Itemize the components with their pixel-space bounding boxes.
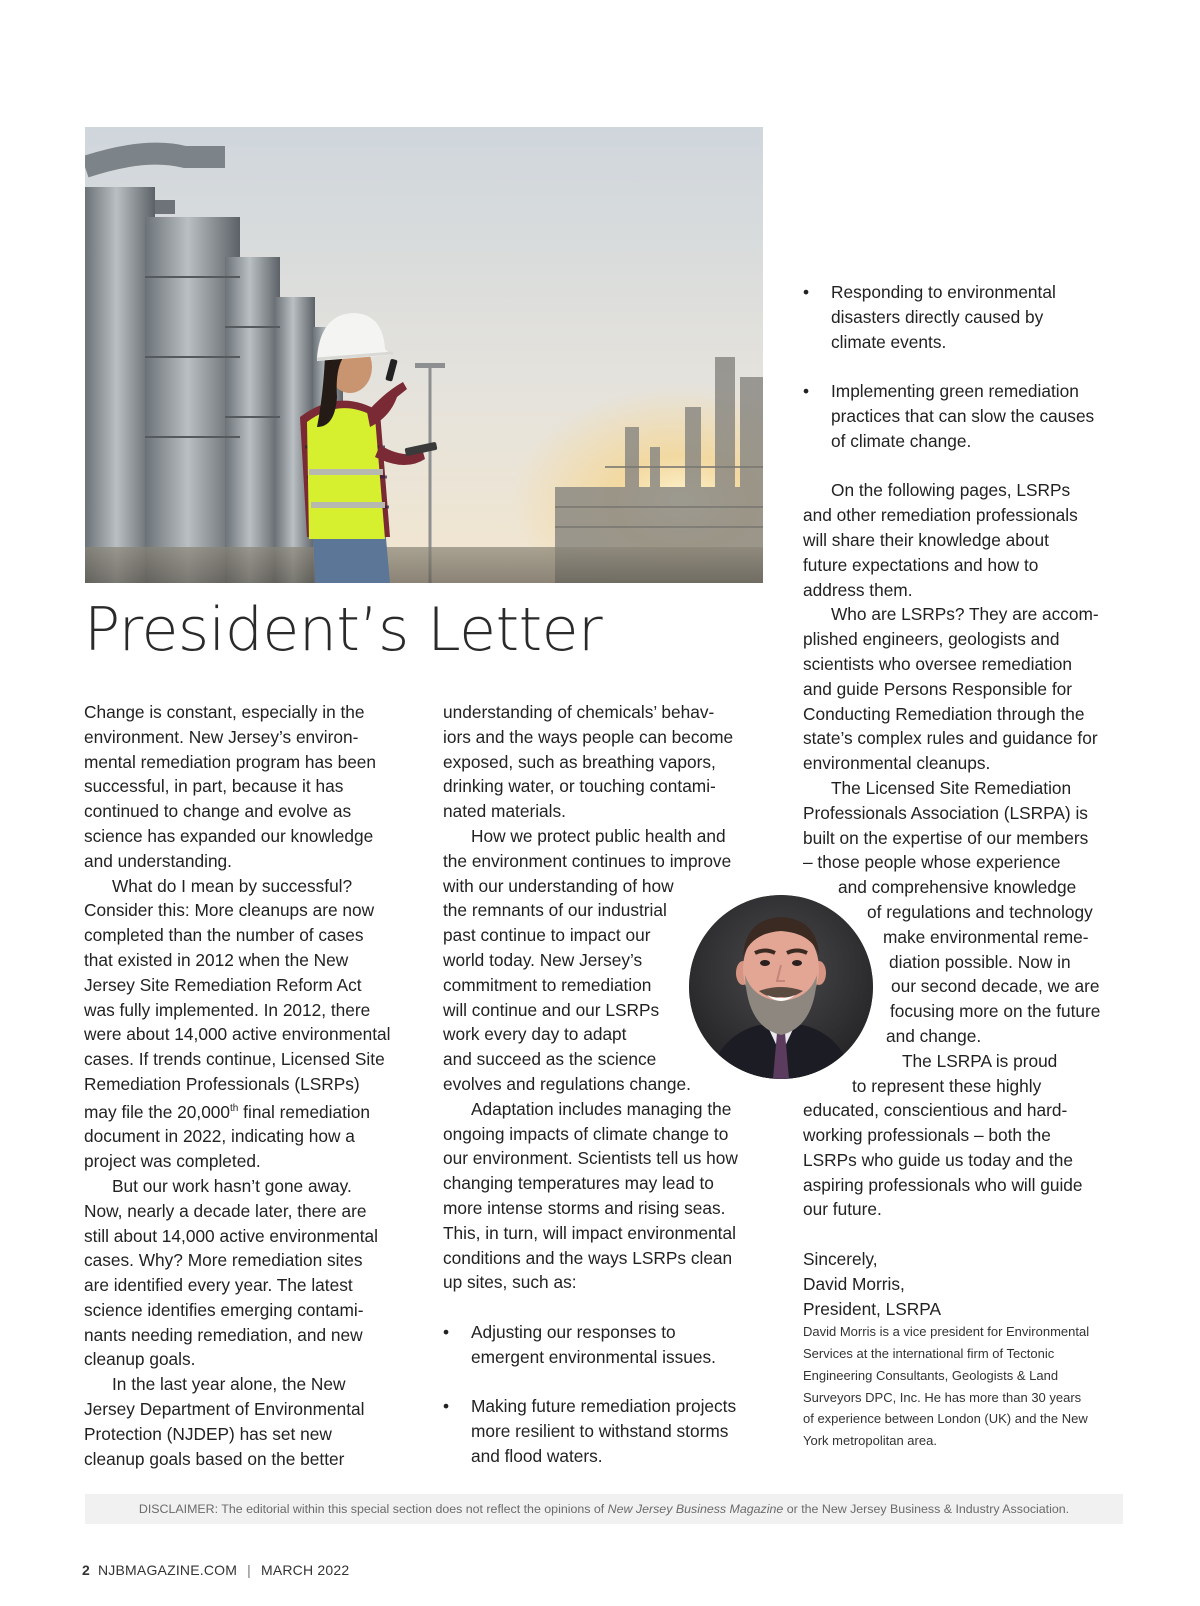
page-number: 2: [82, 1562, 90, 1578]
text-line: Consider this: More cleanups are now: [84, 900, 375, 921]
text-line: conditions and the ways LSRPs clean: [443, 1247, 733, 1268]
text-line: of experience between London (UK) and the New: [803, 1411, 1088, 1427]
text-line: and guide Persons Responsible for: [803, 678, 1072, 699]
bullet-icon: •: [443, 1321, 450, 1342]
text-line: nants needing remediation, and new: [84, 1324, 363, 1345]
text-line: more intense storms and rising seas.: [443, 1197, 726, 1218]
text-line: with our understanding of how: [443, 875, 674, 896]
text-line: diation possible. Now in: [889, 951, 1071, 972]
text-line: will continue and our LSRPs: [443, 999, 660, 1020]
text-line: are identified every year. The latest: [84, 1275, 353, 1296]
text-line: work every day to adapt: [443, 1024, 627, 1045]
article-column-3: [803, 280, 1123, 1452]
text-line: Sincerely,: [803, 1249, 878, 1270]
paragraph-successful: [84, 874, 419, 1174]
text-line: future expectations and how to: [803, 554, 1039, 575]
text-line: state’s complex rules and guidance for: [803, 728, 1098, 749]
text-line: aspiring professionals who will guide: [803, 1174, 1083, 1195]
text-line: emergent environmental issues.: [471, 1346, 716, 1367]
text-line: changing temperatures may lead to: [443, 1173, 714, 1194]
text-line: David Morris is a vice president for Environmental: [803, 1324, 1090, 1340]
text-line: Adjusting our responses to: [471, 1321, 676, 1342]
text-line: What do I mean by successful?: [112, 875, 353, 896]
site-name: NJBMAGAZINE.COM: [98, 1562, 238, 1578]
paragraph-adaptation: [443, 1097, 773, 1295]
signature-title: President, LSRPA: [803, 1298, 941, 1319]
footer-separator: |: [247, 1562, 251, 1578]
text-line: Jersey Site Remediation Reform Act: [84, 974, 362, 995]
text-line: The Licensed Site Remediation: [831, 777, 1072, 798]
superscript: th: [230, 1102, 239, 1114]
text-line: LSRPs who guide us today and the: [803, 1149, 1073, 1170]
text-line: science has expanded our knowledge: [84, 825, 374, 846]
hero-photo: [85, 127, 763, 583]
text-line: still about 14,000 active environmental: [84, 1225, 378, 1246]
text-line: commitment to remediation: [443, 974, 652, 995]
paragraph-intro: [84, 700, 419, 874]
text-line: were about 14,000 active environmental: [84, 1024, 391, 1045]
text-line: focusing more on the future: [890, 1001, 1101, 1022]
paragraph-chemicals: [443, 700, 773, 824]
text-line: But our work hasn’t gone away.: [112, 1175, 352, 1196]
text-line: This, in turn, will impact environmental: [443, 1222, 736, 1243]
text-line: Responding to environmental: [831, 282, 1056, 302]
text-line: Professionals Association (LSRPA) is: [803, 802, 1088, 823]
text-line: was fully implemented. In 2012, there: [84, 999, 371, 1020]
text-line: Engineering Consultants, Geologists & Land: [803, 1367, 1059, 1383]
text-line: the environment continues to improve: [443, 850, 732, 871]
text-line: and flood waters.: [471, 1445, 603, 1466]
text-line: Conducting Remediation through the: [803, 703, 1085, 724]
page-title: President’s Letter: [84, 595, 603, 665]
text-line: and succeed as the science: [443, 1049, 657, 1070]
paragraph-proud: [803, 1049, 1123, 1223]
text-line: the remnants of our industrial: [443, 900, 667, 921]
text-line: drinking water, or touching contami-: [443, 776, 716, 797]
text-line: Surveyors DPC, Inc. He has more than 30 years: [803, 1389, 1082, 1405]
text-line: ongoing impacts of climate change to: [443, 1123, 729, 1144]
page-footer: [82, 1562, 349, 1578]
text-line: working professionals – both the: [803, 1125, 1051, 1146]
text-line: built on the expertise of our members: [803, 827, 1089, 848]
text-line: exposed, such as breathing vapors,: [443, 751, 716, 772]
text-line: cases. Why? More remediation sites: [84, 1250, 363, 1271]
text-line: iors and the ways people can become: [443, 726, 734, 747]
bullet-item: [803, 280, 1123, 354]
text-line: Who are LSRPs? They are accom-: [831, 604, 1099, 625]
text-line: of regulations and technology: [867, 901, 1093, 922]
text-line: and comprehensive knowledge: [838, 877, 1077, 898]
text-line: our second decade, we are: [891, 976, 1100, 997]
text-line: Protection (NJDEP) has set new: [84, 1423, 332, 1444]
article-column-2: [443, 700, 773, 1469]
text-fragment: final remediation: [238, 1101, 370, 1122]
text-line: How we protect public health and: [471, 825, 726, 846]
bullet-icon: •: [803, 381, 810, 402]
text-line: Making future remediation projects: [471, 1396, 737, 1417]
text-line: Adaptation includes managing the: [471, 1098, 732, 1119]
text-line: York metropolitan area.: [803, 1432, 937, 1448]
text-line: Remediation Professionals (LSRPs): [84, 1073, 360, 1094]
text-line: of climate change.: [831, 430, 972, 451]
text-line: [84, 1097, 419, 1125]
text-line: project was completed.: [84, 1151, 261, 1172]
signoff: [803, 1247, 1123, 1321]
text-line: up sites, such as:: [443, 1272, 577, 1293]
author-portrait: [689, 895, 873, 1079]
text-line: environment. New Jersey’s environ-: [84, 726, 359, 747]
magazine-name: New Jersey Business Magazine: [607, 1502, 784, 1516]
text-line: document in 2022, indicating how a: [84, 1126, 355, 1147]
text-line: In the last year alone, the New: [112, 1374, 346, 1395]
bullet-item: [443, 1320, 773, 1370]
text-line: Now, nearly a decade later, there are: [84, 1200, 367, 1221]
text-line: cases. If trends continue, Licensed Site: [84, 1049, 385, 1070]
text-line: successful, in part, because it has: [84, 776, 344, 797]
text-line: continued to change and evolve as: [84, 801, 352, 822]
text-line: and change.: [886, 1025, 982, 1046]
disclaimer-bar: [85, 1494, 1123, 1524]
issue-date: MARCH 2022: [260, 1562, 350, 1578]
text-line: more resilient to withstand storms: [471, 1421, 729, 1442]
paragraph-njdep: [84, 1372, 419, 1471]
text-line: make environmental reme-: [883, 926, 1089, 947]
bullet-icon: •: [803, 282, 810, 302]
text-line: The LSRPA is proud: [902, 1050, 1058, 1071]
signature-name: David Morris,: [803, 1273, 905, 1294]
text-line: disasters directly caused by: [831, 306, 1044, 327]
text-line: and understanding.: [84, 850, 232, 871]
text-line: Jersey Department of Environmental: [84, 1399, 365, 1420]
text-line: cleanup goals based on the better: [84, 1448, 345, 1469]
text-line: our environment. Scientists tell us how: [443, 1148, 738, 1169]
text-line: our future.: [803, 1199, 882, 1220]
disclaimer-text: or the New Jersey Business & Industry Association.: [783, 1502, 1070, 1516]
paragraph-work: [84, 1174, 419, 1372]
text-line: mental remediation program has been: [84, 751, 377, 772]
text-line: nated materials.: [443, 801, 566, 822]
text-line: On the following pages, LSRPs: [831, 480, 1071, 501]
paragraph-who-are-lsrps: [803, 602, 1123, 776]
text-line: completed than the number of cases: [84, 925, 364, 946]
text-line: plished engineers, geologists and: [803, 629, 1060, 650]
text-line: and other remediation professionals: [803, 505, 1078, 526]
text-line: practices that can slow the causes: [831, 405, 1095, 426]
text-line: that existed in 2012 when the New: [84, 949, 349, 970]
disclaimer-text: DISCLAIMER: The editorial within this special section does not reflect the opinions of: [138, 1502, 608, 1516]
bullet-icon: •: [443, 1396, 450, 1417]
text-line: will share their knowledge about: [803, 529, 1049, 550]
text-line: climate events.: [831, 331, 947, 352]
text-line: Services at the international firm of Tectonic: [803, 1346, 1055, 1362]
text-line: evolves and regulations change.: [443, 1073, 691, 1094]
text-line: Implementing green remediation: [831, 381, 1079, 402]
text-line: Change is constant, especially in the: [84, 702, 365, 722]
text-line: – those people whose experience: [803, 852, 1061, 873]
text-line: cleanup goals.: [84, 1349, 196, 1370]
text-line: understanding of chemicals’ behav-: [443, 702, 715, 722]
bullet-item: [803, 379, 1123, 453]
text-line: address them.: [803, 579, 913, 600]
paragraph-following-pages: [803, 478, 1123, 602]
text-line: to represent these highly: [852, 1075, 1042, 1096]
text-line: environmental cleanups.: [803, 753, 991, 774]
text-line: science identifies emerging contami-: [84, 1299, 364, 1320]
text-line: past continue to impact our: [443, 925, 651, 946]
author-bio: [803, 1321, 1123, 1451]
bullet-item: [443, 1394, 773, 1468]
text-line: world today. New Jersey’s: [443, 949, 643, 970]
text-line: educated, conscientious and hard-: [803, 1100, 1068, 1121]
article-column-1: [84, 700, 419, 1471]
text-line: scientists who oversee remediation: [803, 653, 1072, 674]
text-fragment: may file the 20,000: [84, 1101, 231, 1122]
